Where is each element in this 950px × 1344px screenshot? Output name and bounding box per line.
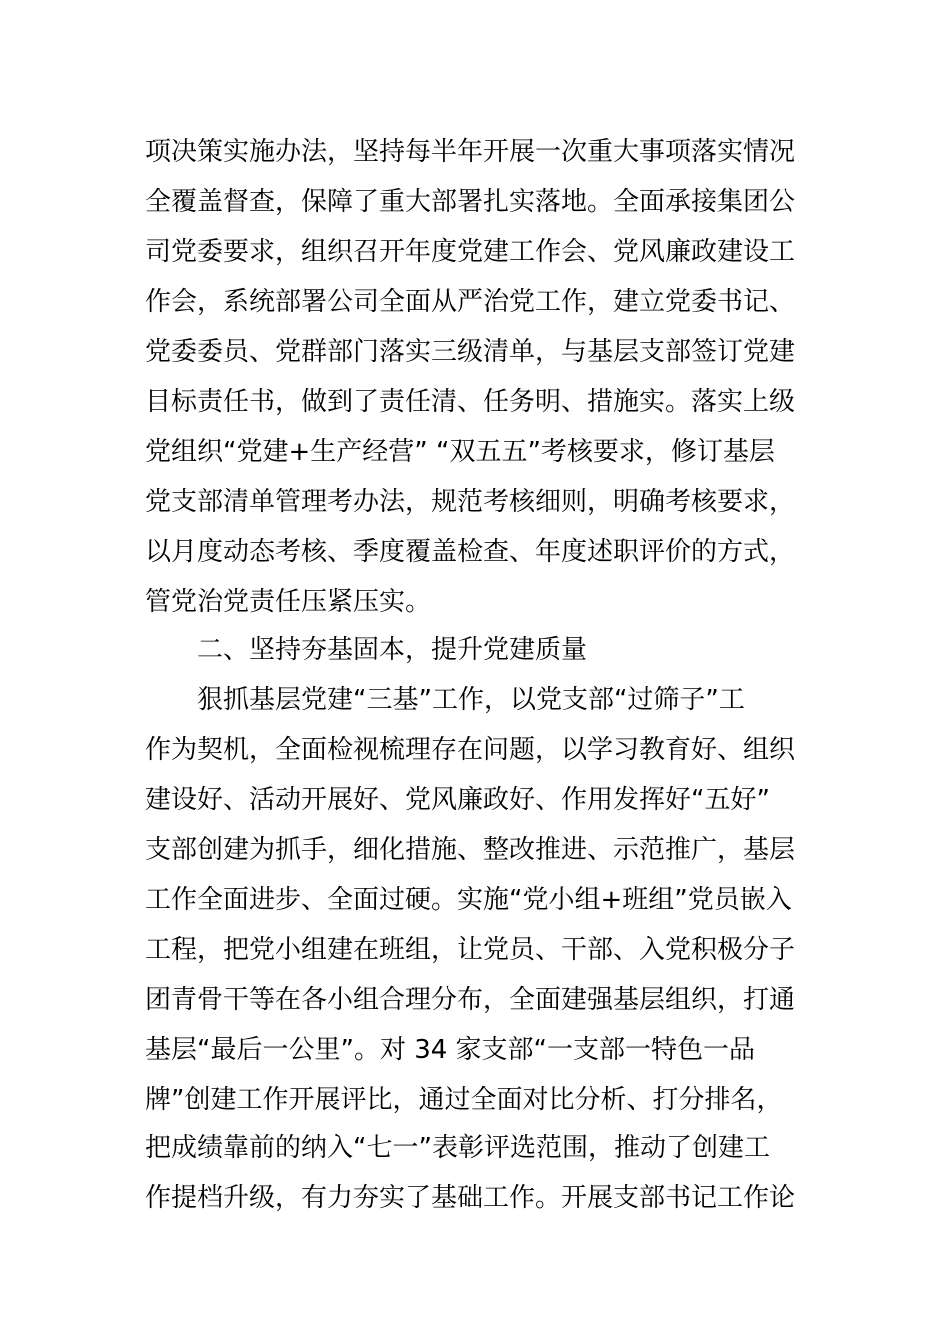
section-heading: 二、坚持夯基固本，提升党建质量 (197, 635, 588, 665)
text-line: 以月度动态考核、季度覆盖检查、年度述职评价的方式， (145, 537, 796, 567)
text-line: 目标责任书，做到了责任清、任务明、措施实。落实上级 (145, 387, 796, 417)
text-line: 工作全面进步、全面过硬。实施“党小组+班组”党员嵌入 (145, 885, 792, 915)
text-line: 建设好、活动开展好、党风廉政好、作用发挥好“五好” (145, 785, 770, 815)
text-line: 管党治党责任压紧压实。 (145, 587, 432, 617)
text-line: 作会，系统部署公司全面从严治党工作，建立党委书记、 (145, 287, 796, 317)
text-line: 作提档升级，有力夯实了基础工作。开展支部书记工作论 (145, 1183, 796, 1213)
text-line: 把成绩靠前的纳入“七一”表彰评选范围，推动了创建工 (145, 1133, 770, 1163)
text-line: 全覆盖督查，保障了重大部署扎实落地。全面承接集团公 (145, 187, 796, 217)
text-line: 牌”创建工作开展评比，通过全面对比分析、打分排名， (145, 1085, 783, 1115)
text-line: 作为契机，全面检视梳理存在问题，以学习教育好、组织 (145, 735, 796, 765)
text-line: 党委委员、党群部门落实三级清单，与基层支部签订党建 (145, 337, 796, 367)
text-line: 党组织“党建+生产经营” “双五五”考核要求，修订基层 (145, 437, 775, 467)
text-line: 工程，把党小组建在班组，让党员、干部、入党积极分子 (145, 935, 796, 965)
text-line: 支部创建为抓手，细化措施、整改推进、示范推广，基层 (145, 835, 796, 865)
text-line: 基层“最后一公里”。对 34 家支部“一支部一特色一品 (145, 1035, 756, 1065)
paragraph-first-line: 狠抓基层党建“三基”工作，以党支部“过筛子”工 (197, 685, 745, 715)
text-line: 团青骨干等在各小组合理分布，全面建强基层组织，打通 (145, 985, 796, 1015)
text-line: 项决策实施办法，坚持每半年开展一次重大事项落实情况 (145, 137, 796, 167)
text-line: 党支部清单管理考办法，规范考核细则，明确考核要求， (145, 487, 796, 517)
text-line: 司党委要求，组织召开年度党建工作会、党风廉政建设工 (145, 237, 796, 267)
